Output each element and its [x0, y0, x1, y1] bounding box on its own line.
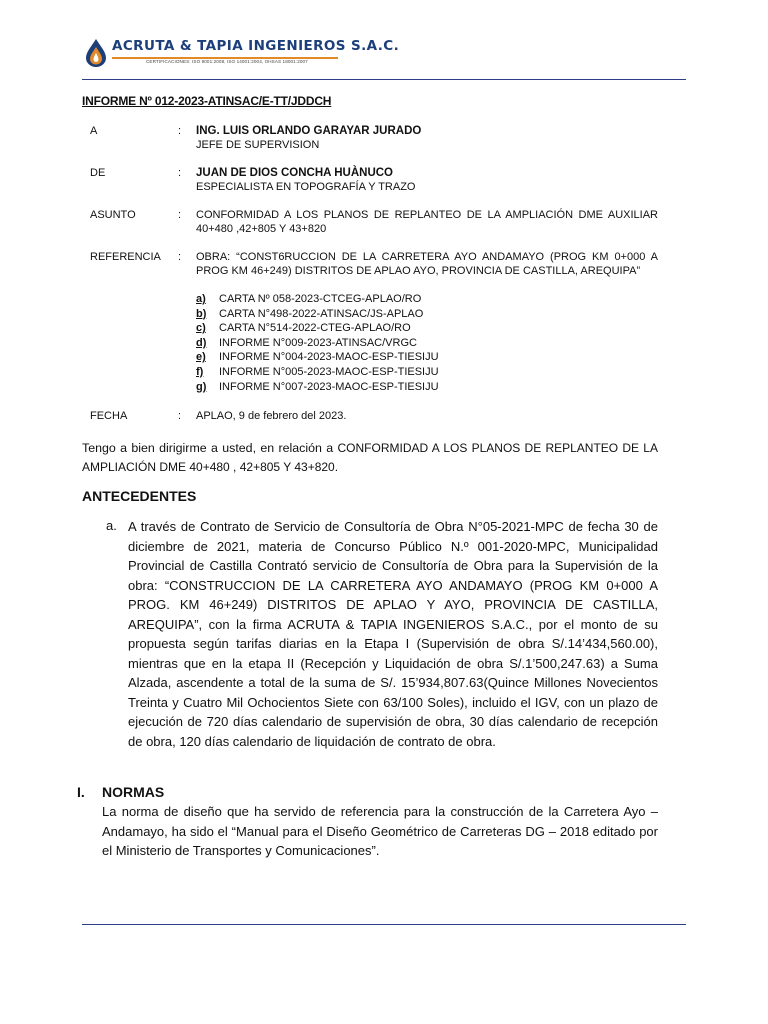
sender-role: ESPECIALISTA EN TOPOGRAFÍA Y TRAZO [196, 181, 416, 193]
field-label-referencia: REFERENCIA [90, 251, 161, 263]
reference-list [196, 292, 439, 394]
company-name: ACRUTA & TAPIA INGENIEROS S.A.C. [112, 38, 400, 54]
sender-name: JUAN DE DIOS CONCHA HUÀNUCO [196, 167, 393, 179]
field-value-fecha: APLAO, 9 de febrero del 2023. [196, 410, 347, 422]
intro-subject: CONFORMIDAD A LOS PLANOS DE REPLANTEO DE LA AMPLIACIÓN DME 40+480 , 42+805 Y 43+820. [82, 441, 658, 474]
reference-item: f) INFORME N°005-2023-MAOC-ESP-TIESIJU [196, 365, 439, 378]
reference-item: b) CARTA N°498-2022-ATINSAC/JS-APLAO [196, 307, 424, 320]
intro-lead: Tengo a bien dirigirme a usted, en relación a [82, 441, 338, 455]
certifications-text: CERTIFICACIONES: ISO 9001:2008, ISO 14001:2004, OHSAS 18001:2007 [146, 59, 308, 64]
reference-item: e) INFORME N°004-2023-MAOC-ESP-TIESIJU [196, 351, 439, 364]
field-label-asunto: ASUNTO [90, 209, 136, 221]
field-label-de: DE [90, 167, 106, 179]
list-item-label: a. [106, 518, 117, 533]
reference-item: d) INFORME N°009-2023-ATINSAC/VRGC [196, 336, 417, 349]
section-number: I. [77, 784, 85, 800]
colon: : [178, 251, 182, 263]
normas-paragraph: La norma de diseño que ha servido de referencia para la construcción de la Carretera Ayo – Andamayo, ha sido el “Manual para el Diseño Geométrico de Carreteras DG – 2018 editado por el Ministerio de Transportes y Comunicaciones”. [102, 804, 658, 858]
field-value-de [196, 166, 658, 194]
field-value-a [196, 124, 658, 152]
reference-item: g) INFORME N°007-2023-MAOC-ESP-TIESIJU [196, 380, 439, 393]
colon: : [178, 167, 182, 179]
document-title: INFORME Nº 012-2023-ATINSAC/E-TT/JDDCH [82, 94, 332, 108]
section-heading-normas: NORMAS [102, 784, 165, 800]
field-value-asunto: CONFORMIDAD A LOS PLANOS DE REPLANTEO DE LA AMPLIACIÓN DME AUXILIAR 40+480 ,42+805 Y 43+820 [196, 209, 658, 235]
recipient-name: ING. LUIS ORLANDO GARAYAR JURADO [196, 125, 422, 137]
reference-item: a) CARTA Nº 058-2023-CTCEG-APLAO/RO [196, 293, 422, 305]
footer-divider [82, 924, 686, 925]
colon: : [178, 209, 182, 221]
colon: : [178, 125, 182, 137]
colon: : [178, 410, 182, 422]
company-logo-icon [84, 38, 108, 68]
field-label-a: A [90, 125, 98, 137]
reference-item: c) CARTA N°514-2022-CTEG-APLAO/RO [196, 322, 411, 335]
intro-paragraph [82, 439, 658, 477]
antecedentes-paragraph: A través de Contrato de Servicio de Consultoría de Obra N°05-2021-MPC de fecha 30 de diciembre de 2021, materia de Concurso Público N.º 001-2020-MPC, Municipalidad Provincial de Castilla Contrató servicio de Consultoría de Obra para la Supervisión de la obra: “CONSTRUCCION DE LA CARRETERA AYO ANDAMAYO (PROG KM 0+000 A PROG. KM 46+249) DISTRITOS DE APLAO Y AYO, PROVINCIA DE CASTILLA, AREQUIPA”, con la firma ACRUTA & TAPIA INGENIEROS S.A.C., por el monto de su propuesta según tarifas diarias en la Etapa I (Supervisión de obra S/.14’434,560.00), mientras que en la etapa II (Recepción y Liquidación de obra S/.1’500,247.63) a Suma Alzada, ascendente a total de la suma de S/. 15’934,807.63(Quince Millones Novecientos Treinta y Cuatro Mil Ochocientos Siete con 63/100 Soles), incluido el IGV, con un plazo de ejecución de 720 días calendario de supervisión de obra, 30 días calendario de recepción de obra, 120 días calendario de liquidación de contrato de obra. [128, 519, 658, 749]
section-heading-antecedentes: ANTECEDENTES [82, 488, 197, 504]
field-value-referencia: OBRA: “CONST6RUCCION DE LA CARRETERA AYO ANDAMAYO (PROG KM 0+000 A PROG KM 46+249) DISTRITOS DE APLAO AYO, PROVINCIA DE CASTILLA, AREQUIPA” [196, 251, 658, 277]
recipient-role: JEFE DE SUPERVISION [196, 139, 320, 151]
field-label-fecha: FECHA [90, 410, 128, 422]
header-divider [82, 79, 686, 80]
